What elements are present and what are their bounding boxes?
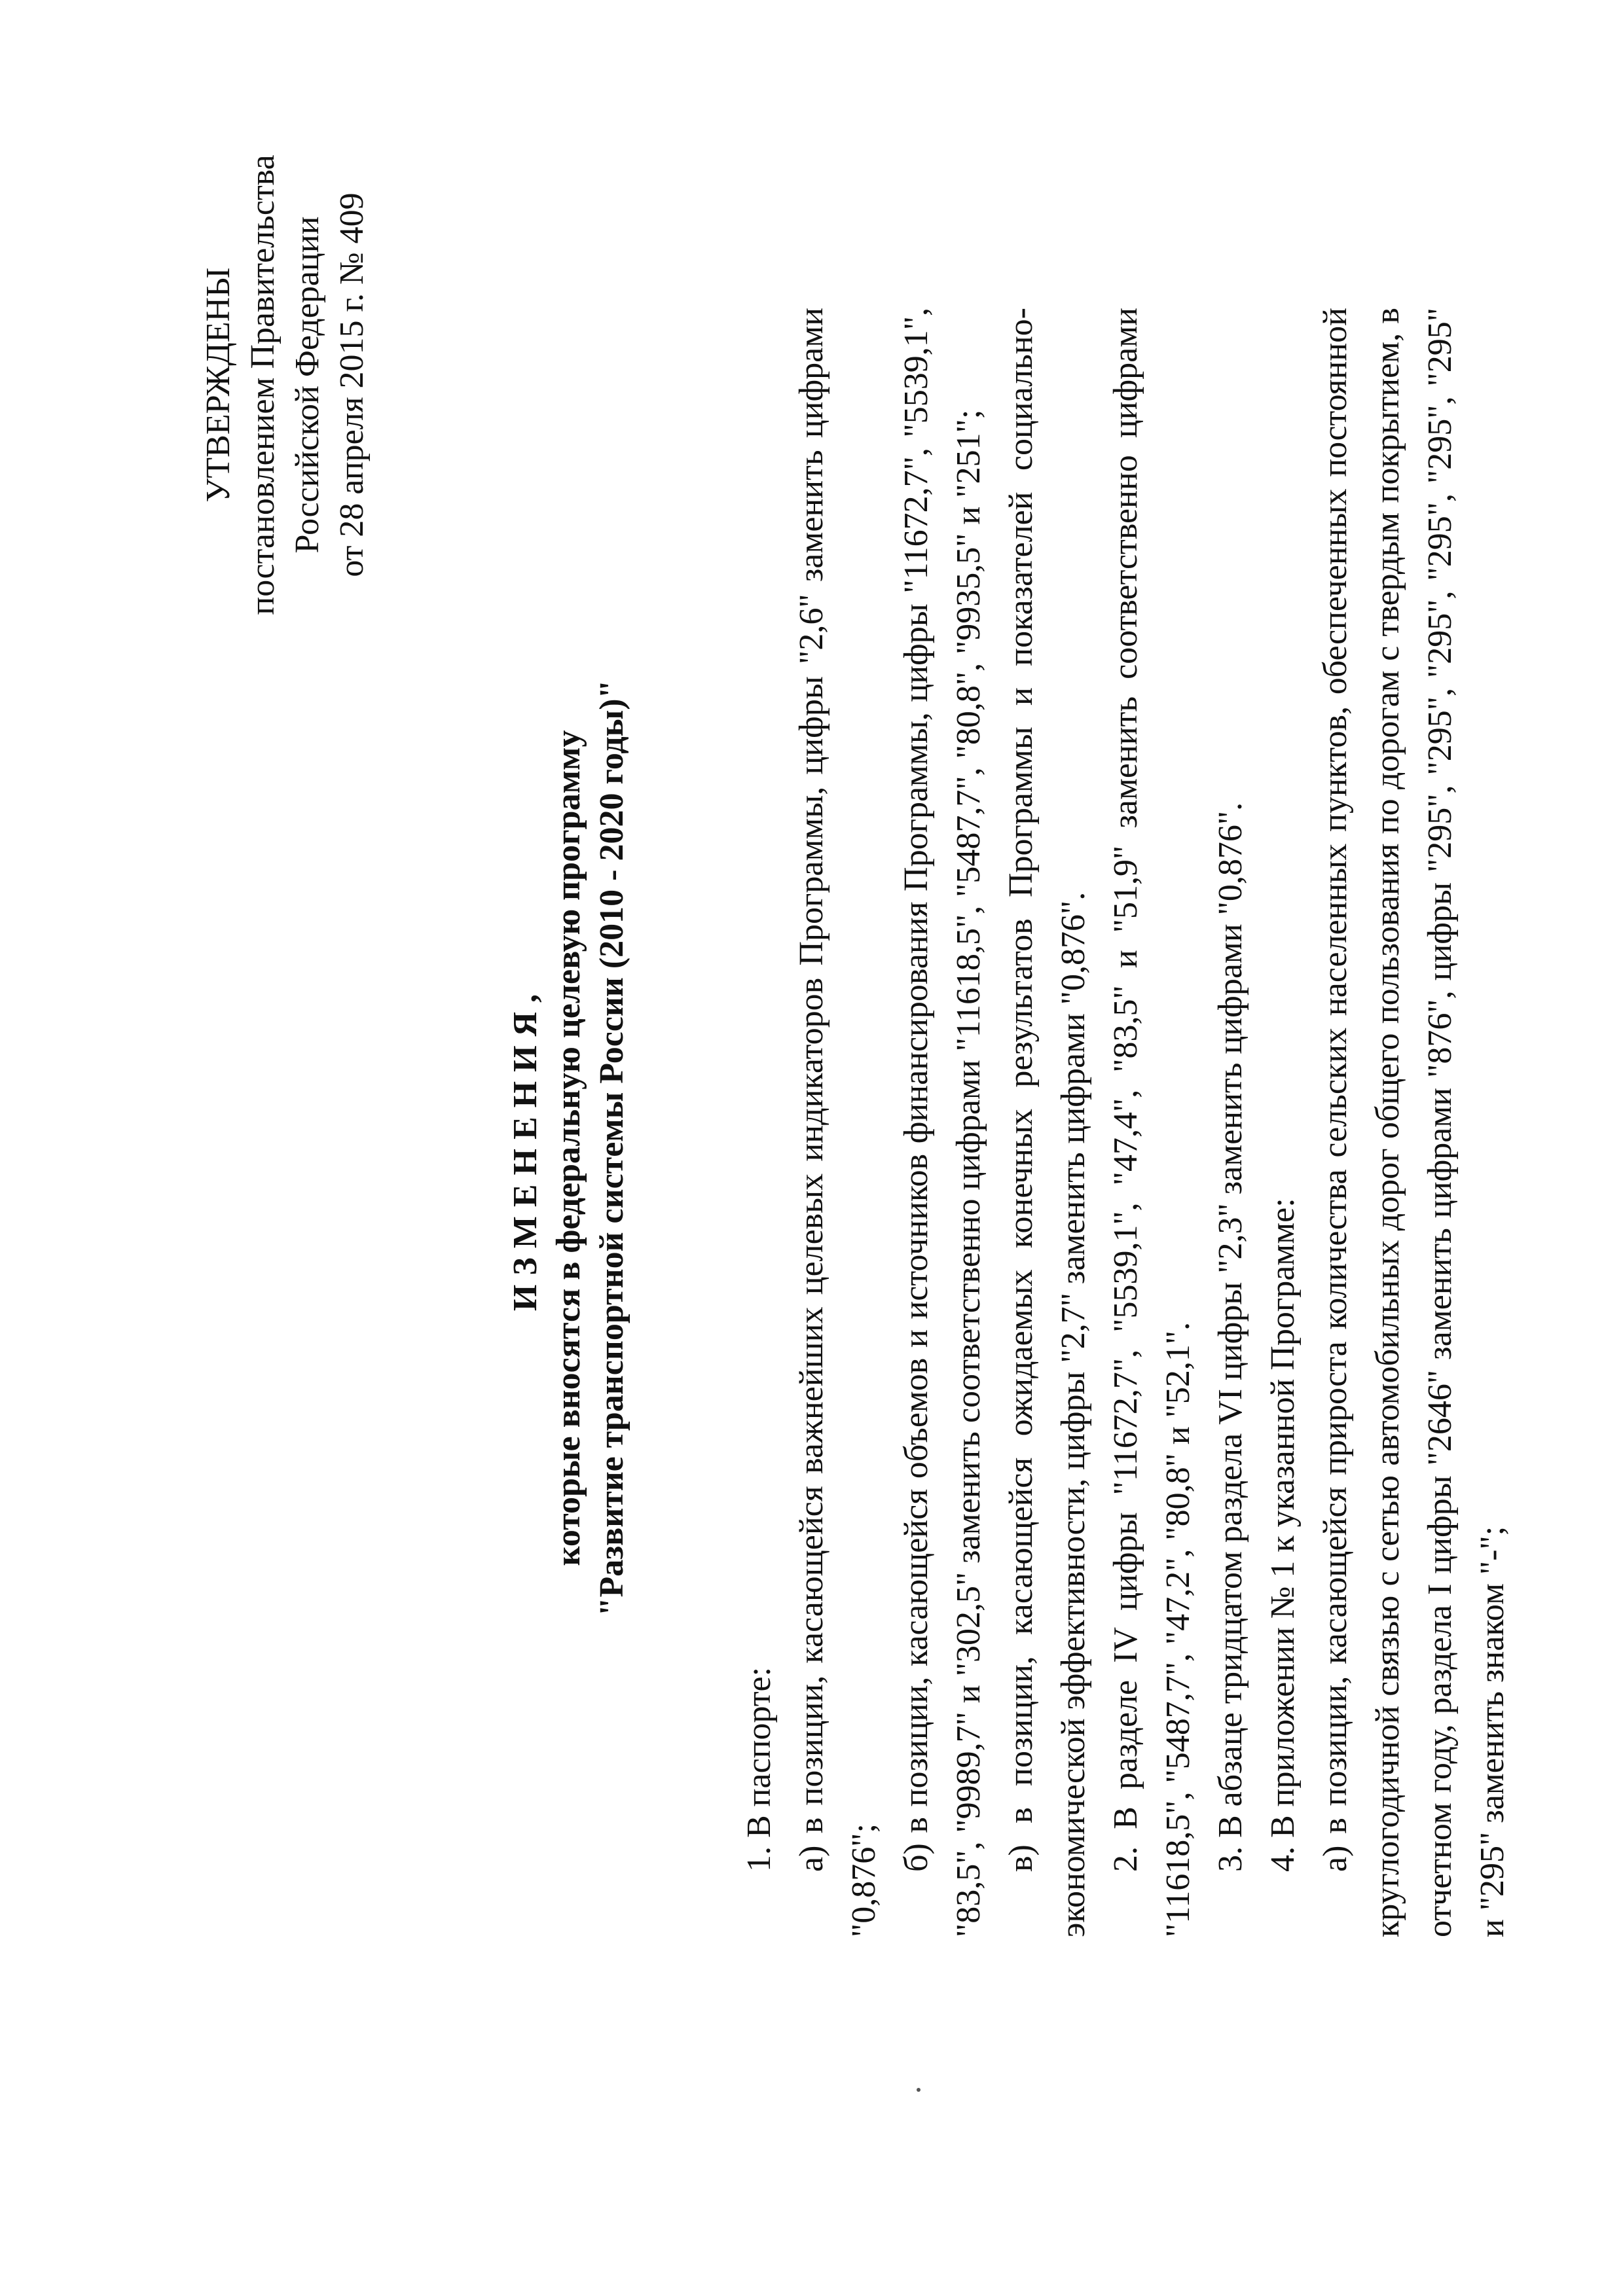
paragraph: 3. В абзаце тридцатом раздела VI цифры "2,3" заменить цифрами "0,876". (1212, 802, 1249, 1872)
paragraph: б) в позиции, касающейся объемов и источников финансирования Программы, цифры "11672,7", "5539,1", "83,5", "9989,7" и "302,5" заменить соответственно цифрами "11618,5", "5487,7", "80,8", "9935,5" и "251"; (898, 308, 987, 1937)
approval-stamp (196, 58, 374, 712)
document-title (504, 0, 634, 2296)
title-main: ИЗМЕНЕНИЯ, (507, 984, 544, 1312)
approval-date-number: от 28 апреля 2015 г. № 409 (333, 192, 371, 577)
approval-line: Российской Федерации (289, 216, 326, 554)
paragraph: а) в позиции, касающейся прироста количества сельских населенных пунктов, обеспеченных постоянной круглогодичной связью с сетью автомобильных дорог общего пользования по дорогам с твердым покрытием, в отчетном году, раздела I цифры "2646" заменить цифрами "876", цифры "295", "295", "295", "295", "295", "295" и "295" заменить знаком "-"; (1317, 308, 1511, 1937)
paragraph: 1. В паспорте: (740, 1666, 778, 1872)
approval-heading: УТВЕРЖДЕНЫ (200, 267, 237, 503)
title-subtitle: которые вносятся в федеральную целевую программу (550, 730, 587, 1566)
paragraph: 4. В приложении № 1 к указанной Программе: (1264, 1198, 1302, 1872)
paragraph: а) в позиции, касающейся важнейших целевых индикаторов Программы, цифры "2,6" заменить цифрами "0,876"; (793, 308, 883, 1937)
paragraph: в) в позиции, касающейся ожидаемых конечных результатов Программы и показателей социально-экономической эффективности, цифры "2,7" заменить цифрами "0,876". (1002, 308, 1092, 1937)
approval-line: постановлением Правительства (244, 154, 282, 615)
scan-speck (917, 2088, 921, 2092)
title-program-name: "Развитие транспортной системы России (2010 - 2020 годы)" (593, 679, 630, 1617)
paragraph: 2. В разделе IV цифры "11672,7", "5539,1", "47,4", "83,5" и "51,9" заменить соответственно цифрами "11618,5", "5487,7", "47,2", "80,8" и "52,1". (1107, 308, 1197, 1937)
document-body (733, 308, 1519, 1937)
